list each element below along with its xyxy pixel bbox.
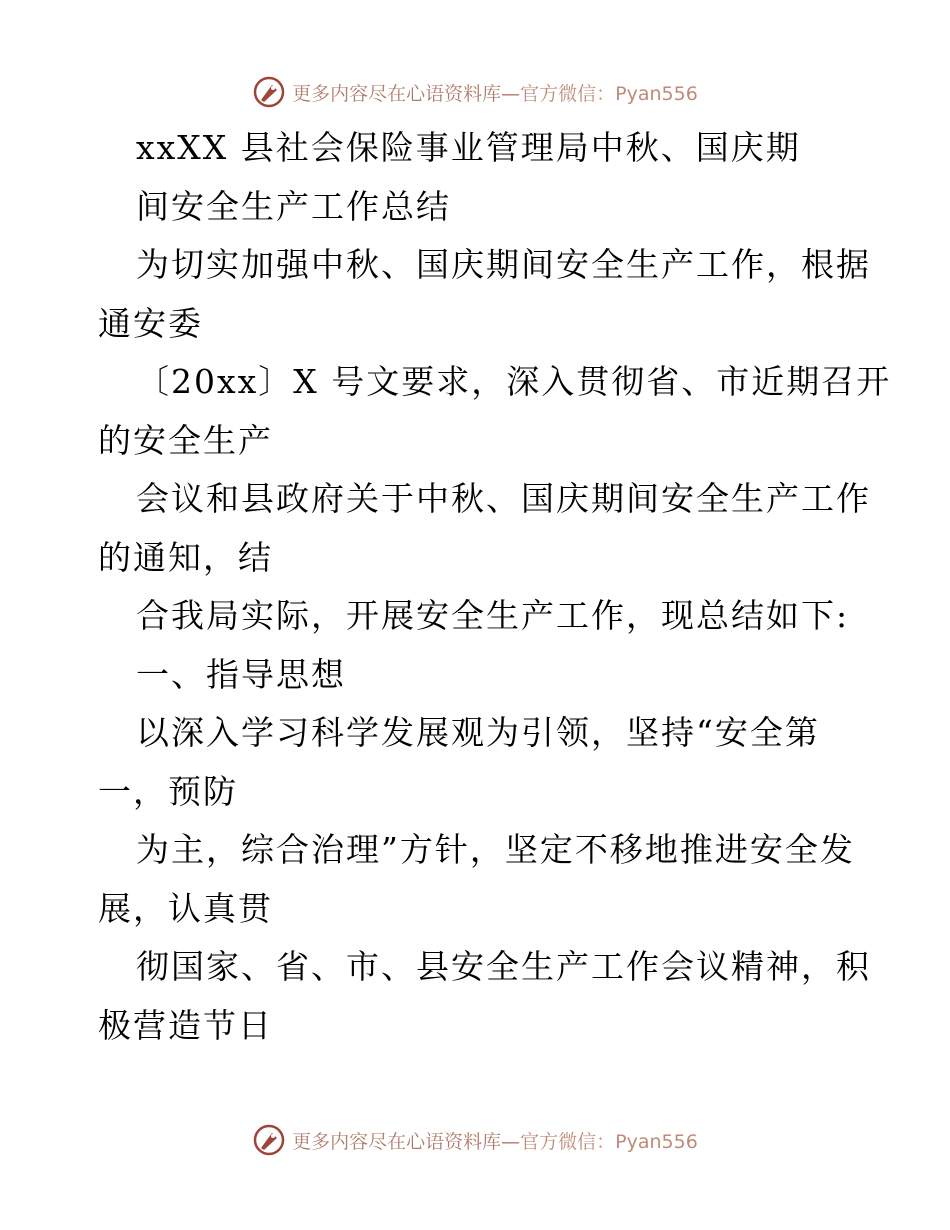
text-line: xxXX 县社会保险事业管理局中秋、国庆期 (136, 128, 801, 167)
text-line: 彻国家、省、市、县安全生产工作会议精神，积 (136, 947, 871, 986)
text-line: 一，预防 (98, 771, 238, 811)
text-line: 以深入学习科学发展观为引领，坚持“安全第 (136, 713, 820, 752)
pen-nib-logo-icon (252, 1123, 286, 1157)
pen-nib-logo-icon (252, 75, 286, 109)
text-line: 合我局实际，开展安全生产工作，现总结如下: (136, 596, 850, 635)
watermark-text: 更多内容尽在心语资料库—官方微信：Pyan556 (292, 82, 698, 105)
text-line: 〔20xx〕X 号文要求，深入贯彻省、市近期召开 (136, 362, 892, 401)
text-line: 间安全生产工作总结 (136, 186, 451, 226)
header-watermark (0, 72, 950, 112)
text-line: 通安委 (98, 303, 203, 343)
text-line: 为切实加强中秋、国庆期间安全生产工作，根据 (136, 245, 871, 284)
document-body (0, 124, 950, 1060)
text-line: 会议和县政府关于中秋、国庆期间安全生产工作 (136, 479, 871, 518)
text-line: 为主，综合治理”方针，坚定不移地推进安全发 (136, 830, 855, 869)
text-line: 极营造节日 (98, 1005, 273, 1045)
text-line: 的安全生产 (98, 420, 273, 460)
text-line: 展，认真贯 (98, 888, 273, 928)
footer-watermark (0, 1120, 950, 1160)
text-line: 的通知，结 (98, 537, 273, 577)
section-heading: 一、指导思想 (136, 654, 346, 694)
watermark-text: 更多内容尽在心语资料库—官方微信：Pyan556 (292, 1130, 698, 1153)
